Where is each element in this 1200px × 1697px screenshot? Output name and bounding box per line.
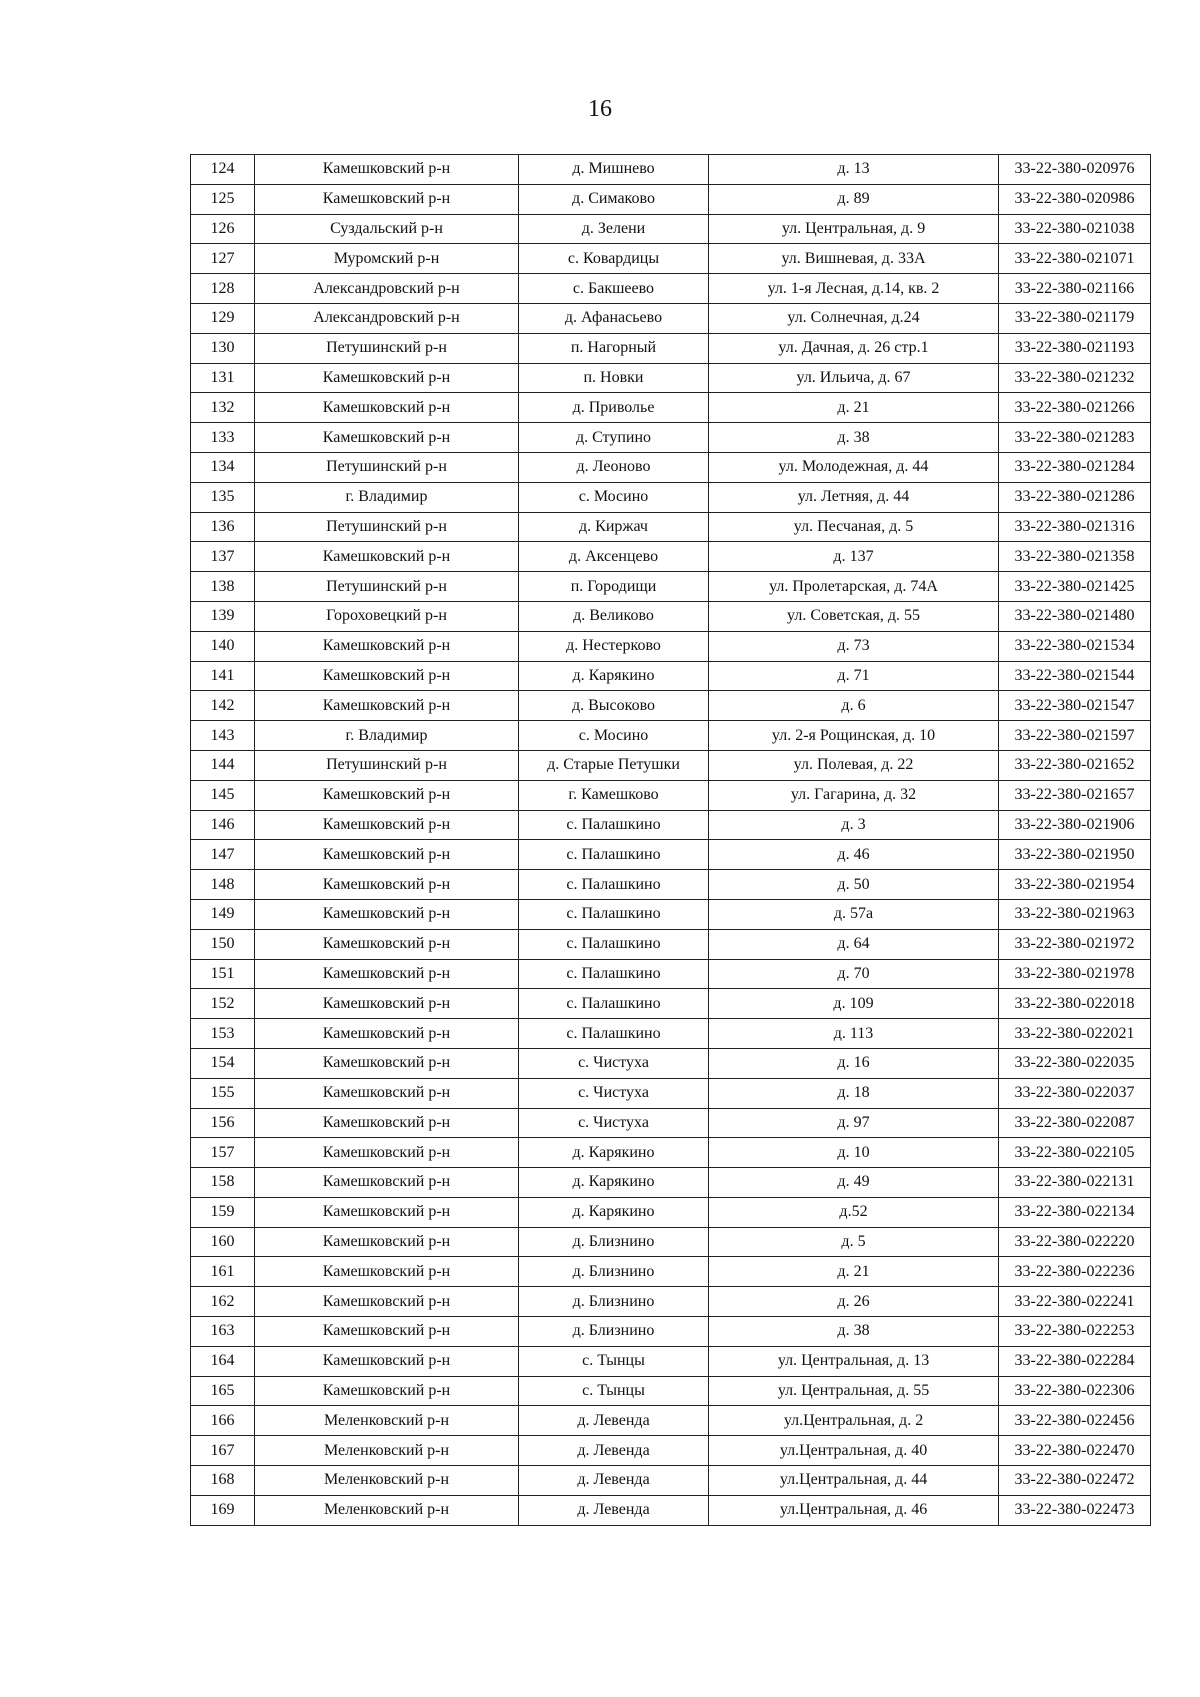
locality-cell: с. Палашкино [519, 929, 709, 959]
cadastral-code-cell: 33-22-380-021480 [999, 601, 1151, 631]
cadastral-code-cell: 33-22-380-021547 [999, 691, 1151, 721]
cadastral-code-cell: 33-22-380-021179 [999, 303, 1151, 333]
cadastral-code-cell: 33-22-380-020986 [999, 184, 1151, 214]
cadastral-code-cell: 33-22-380-022018 [999, 989, 1151, 1019]
locality-cell: д. Высоково [519, 691, 709, 721]
address-cell: ул.Центральная, д. 44 [709, 1466, 999, 1496]
district-cell: Камешковский р-н [255, 363, 519, 393]
table-row [191, 1227, 1151, 1257]
locality-cell: с. Чистуха [519, 1048, 709, 1078]
address-cell: ул. Гагарина, д. 32 [709, 780, 999, 810]
address-cell: д. 38 [709, 423, 999, 453]
row-number-cell: 126 [191, 214, 255, 244]
row-number-cell: 165 [191, 1376, 255, 1406]
locality-cell: с. Палашкино [519, 1019, 709, 1049]
district-cell: Камешковский р-н [255, 542, 519, 572]
locality-cell: п. Городищи [519, 572, 709, 602]
district-cell: Камешковский р-н [255, 1019, 519, 1049]
table-row [191, 1168, 1151, 1198]
table-row [191, 840, 1151, 870]
row-number-cell: 155 [191, 1078, 255, 1108]
district-cell: Камешковский р-н [255, 393, 519, 423]
cadastral-code-cell: 33-22-380-021284 [999, 452, 1151, 482]
table-row [191, 631, 1151, 661]
address-cell: ул. Центральная, д. 13 [709, 1346, 999, 1376]
district-cell: Камешковский р-н [255, 1227, 519, 1257]
row-number-cell: 169 [191, 1495, 255, 1525]
district-cell: Камешковский р-н [255, 1168, 519, 1198]
row-number-cell: 124 [191, 155, 255, 185]
district-cell: Камешковский р-н [255, 810, 519, 840]
row-number-cell: 127 [191, 244, 255, 274]
locality-cell: г. Камешково [519, 780, 709, 810]
table-row [191, 303, 1151, 333]
cadastral-code-cell: 33-22-380-022037 [999, 1078, 1151, 1108]
row-number-cell: 150 [191, 929, 255, 959]
address-cell: ул. Солнечная, д.24 [709, 303, 999, 333]
cadastral-code-cell: 33-22-380-022236 [999, 1257, 1151, 1287]
row-number-cell: 148 [191, 870, 255, 900]
locality-cell: д. Афанасьево [519, 303, 709, 333]
address-cell: ул. Вишневая, д. 33А [709, 244, 999, 274]
cadastral-code-cell: 33-22-380-021286 [999, 482, 1151, 512]
cadastral-code-cell: 33-22-380-022131 [999, 1168, 1151, 1198]
row-number-cell: 137 [191, 542, 255, 572]
district-cell: Меленковский р-н [255, 1466, 519, 1496]
locality-cell: д. Карякино [519, 1197, 709, 1227]
cadastral-code-cell: 33-22-380-022087 [999, 1108, 1151, 1138]
cadastral-code-cell: 33-22-380-022021 [999, 1019, 1151, 1049]
district-cell: Петушинский р-н [255, 572, 519, 602]
address-cell: д. 57а [709, 899, 999, 929]
address-cell: д. 113 [709, 1019, 999, 1049]
district-cell: Меленковский р-н [255, 1406, 519, 1436]
row-number-cell: 133 [191, 423, 255, 453]
address-cell: ул. Дачная, д. 26 стр.1 [709, 333, 999, 363]
address-cell: д. 73 [709, 631, 999, 661]
cadastral-code-cell: 33-22-380-021954 [999, 870, 1151, 900]
row-number-cell: 136 [191, 512, 255, 542]
cadastral-code-cell: 33-22-380-021193 [999, 333, 1151, 363]
district-cell: Камешковский р-н [255, 1048, 519, 1078]
locality-cell: с. Палашкино [519, 840, 709, 870]
district-cell: Камешковский р-н [255, 870, 519, 900]
district-cell: Камешковский р-н [255, 959, 519, 989]
address-cell: ул. Полевая, д. 22 [709, 750, 999, 780]
cadastral-code-cell: 33-22-380-022456 [999, 1406, 1151, 1436]
table-row [191, 1436, 1151, 1466]
cadastral-code-cell: 33-22-380-022105 [999, 1138, 1151, 1168]
district-cell: г. Владимир [255, 721, 519, 751]
address-cell: д. 10 [709, 1138, 999, 1168]
locality-cell: с. Тынцы [519, 1346, 709, 1376]
cadastral-code-cell: 33-22-380-021166 [999, 274, 1151, 304]
address-cell: д. 50 [709, 870, 999, 900]
locality-cell: д. Близнино [519, 1257, 709, 1287]
row-number-cell: 168 [191, 1466, 255, 1496]
address-cell: ул.Центральная, д. 40 [709, 1436, 999, 1466]
locality-cell: с. Мосино [519, 482, 709, 512]
district-cell: Камешковский р-н [255, 780, 519, 810]
row-number-cell: 140 [191, 631, 255, 661]
row-number-cell: 156 [191, 1108, 255, 1138]
table-row [191, 333, 1151, 363]
cadastral-code-cell: 33-22-380-022253 [999, 1317, 1151, 1347]
district-cell: Камешковский р-н [255, 1376, 519, 1406]
row-number-cell: 143 [191, 721, 255, 751]
registry-table [190, 154, 1151, 1526]
address-cell: д. 21 [709, 1257, 999, 1287]
cadastral-code-cell: 33-22-380-021038 [999, 214, 1151, 244]
district-cell: Камешковский р-н [255, 989, 519, 1019]
cadastral-code-cell: 33-22-380-021906 [999, 810, 1151, 840]
locality-cell: п. Нагорный [519, 333, 709, 363]
table-row [191, 1406, 1151, 1436]
locality-cell: д. Левенда [519, 1436, 709, 1466]
row-number-cell: 158 [191, 1168, 255, 1198]
row-number-cell: 130 [191, 333, 255, 363]
cadastral-code-cell: 33-22-380-021978 [999, 959, 1151, 989]
locality-cell: д. Карякино [519, 1168, 709, 1198]
address-cell: д. 97 [709, 1108, 999, 1138]
district-cell: Камешковский р-н [255, 929, 519, 959]
address-cell: ул. Центральная, д. 55 [709, 1376, 999, 1406]
row-number-cell: 139 [191, 601, 255, 631]
row-number-cell: 142 [191, 691, 255, 721]
row-number-cell: 159 [191, 1197, 255, 1227]
table-row [191, 1495, 1151, 1525]
locality-cell: д. Карякино [519, 1138, 709, 1168]
row-number-cell: 151 [191, 959, 255, 989]
table-row [191, 1048, 1151, 1078]
address-cell: д. 16 [709, 1048, 999, 1078]
table-row [191, 870, 1151, 900]
table-row [191, 512, 1151, 542]
locality-cell: с. Чистуха [519, 1108, 709, 1138]
address-cell: д.52 [709, 1197, 999, 1227]
cadastral-code-cell: 33-22-380-022472 [999, 1466, 1151, 1496]
table-row [191, 423, 1151, 453]
address-cell: ул. Летняя, д. 44 [709, 482, 999, 512]
locality-cell: п. Новки [519, 363, 709, 393]
locality-cell: д. Приволье [519, 393, 709, 423]
district-cell: г. Владимир [255, 482, 519, 512]
row-number-cell: 153 [191, 1019, 255, 1049]
address-cell: ул.Центральная, д. 46 [709, 1495, 999, 1525]
row-number-cell: 132 [191, 393, 255, 423]
table-row [191, 393, 1151, 423]
row-number-cell: 152 [191, 989, 255, 1019]
district-cell: Муромский р-н [255, 244, 519, 274]
locality-cell: д. Великово [519, 601, 709, 631]
district-cell: Камешковский р-н [255, 899, 519, 929]
row-number-cell: 146 [191, 810, 255, 840]
locality-cell: д. Левенда [519, 1406, 709, 1436]
cadastral-code-cell: 33-22-380-021266 [999, 393, 1151, 423]
locality-cell: с. Палашкино [519, 870, 709, 900]
address-cell: д. 5 [709, 1227, 999, 1257]
address-cell: ул. Пролетарская, д. 74А [709, 572, 999, 602]
address-cell: д. 89 [709, 184, 999, 214]
table-row [191, 691, 1151, 721]
district-cell: Камешковский р-н [255, 1197, 519, 1227]
table-row [191, 1466, 1151, 1496]
table-row [191, 929, 1151, 959]
address-cell: ул. Ильича, д. 67 [709, 363, 999, 393]
locality-cell: с. Ковардицы [519, 244, 709, 274]
table-row [191, 1257, 1151, 1287]
table-row [191, 601, 1151, 631]
locality-cell: д. Близнино [519, 1287, 709, 1317]
district-cell: Петушинский р-н [255, 512, 519, 542]
district-cell: Камешковский р-н [255, 1287, 519, 1317]
district-cell: Камешковский р-н [255, 1317, 519, 1347]
table-row [191, 542, 1151, 572]
table-row [191, 572, 1151, 602]
table-row [191, 989, 1151, 1019]
address-cell: д. 49 [709, 1168, 999, 1198]
locality-cell: д. Киржач [519, 512, 709, 542]
row-number-cell: 154 [191, 1048, 255, 1078]
row-number-cell: 147 [191, 840, 255, 870]
table-row [191, 661, 1151, 691]
locality-cell: с. Палашкино [519, 959, 709, 989]
table-row [191, 363, 1151, 393]
table-row [191, 1078, 1151, 1108]
locality-cell: с. Палашкино [519, 989, 709, 1019]
cadastral-code-cell: 33-22-380-021316 [999, 512, 1151, 542]
address-cell: ул. Советская, д. 55 [709, 601, 999, 631]
address-cell: д. 38 [709, 1317, 999, 1347]
locality-cell: д. Близнино [519, 1227, 709, 1257]
cadastral-code-cell: 33-22-380-021425 [999, 572, 1151, 602]
district-cell: Камешковский р-н [255, 1257, 519, 1287]
table-row [191, 244, 1151, 274]
table-row [191, 1108, 1151, 1138]
table-row [191, 1346, 1151, 1376]
address-cell: ул. 2-я Рощинская, д. 10 [709, 721, 999, 751]
address-cell: д. 64 [709, 929, 999, 959]
cadastral-code-cell: 33-22-380-021358 [999, 542, 1151, 572]
row-number-cell: 129 [191, 303, 255, 333]
table-row [191, 452, 1151, 482]
table-row [191, 1287, 1151, 1317]
row-number-cell: 138 [191, 572, 255, 602]
address-cell: ул. Молодежная, д. 44 [709, 452, 999, 482]
cadastral-code-cell: 33-22-380-021652 [999, 750, 1151, 780]
locality-cell: д. Левенда [519, 1466, 709, 1496]
district-cell: Гороховецкий р-н [255, 601, 519, 631]
district-cell: Камешковский р-н [255, 840, 519, 870]
address-cell: д. 70 [709, 959, 999, 989]
cadastral-code-cell: 33-22-380-021657 [999, 780, 1151, 810]
district-cell: Камешковский р-н [255, 155, 519, 185]
row-number-cell: 145 [191, 780, 255, 810]
cadastral-code-cell: 33-22-380-021534 [999, 631, 1151, 661]
cadastral-code-cell: 33-22-380-020976 [999, 155, 1151, 185]
locality-cell: д. Мишнево [519, 155, 709, 185]
table-row [191, 721, 1151, 751]
locality-cell: с. Бакшеево [519, 274, 709, 304]
registry-table-body [191, 155, 1151, 1526]
locality-cell: д. Ступино [519, 423, 709, 453]
row-number-cell: 135 [191, 482, 255, 512]
address-cell: д. 18 [709, 1078, 999, 1108]
address-cell: ул.Центральная, д. 2 [709, 1406, 999, 1436]
cadastral-code-cell: 33-22-380-021597 [999, 721, 1151, 751]
table-row [191, 1197, 1151, 1227]
table-row [191, 1317, 1151, 1347]
address-cell: д. 6 [709, 691, 999, 721]
row-number-cell: 128 [191, 274, 255, 304]
cadastral-code-cell: 33-22-380-021950 [999, 840, 1151, 870]
locality-cell: с. Тынцы [519, 1376, 709, 1406]
district-cell: Камешковский р-н [255, 1138, 519, 1168]
locality-cell: д. Нестерково [519, 631, 709, 661]
locality-cell: д. Леоново [519, 452, 709, 482]
district-cell: Петушинский р-н [255, 452, 519, 482]
page-number: 16 [588, 96, 612, 122]
locality-cell: д. Зелени [519, 214, 709, 244]
cadastral-code-cell: 33-22-380-021972 [999, 929, 1151, 959]
address-cell: ул. Центральная, д. 9 [709, 214, 999, 244]
row-number-cell: 141 [191, 661, 255, 691]
row-number-cell: 161 [191, 1257, 255, 1287]
district-cell: Меленковский р-н [255, 1436, 519, 1466]
row-number-cell: 163 [191, 1317, 255, 1347]
table-row [191, 155, 1151, 185]
locality-cell: с. Мосино [519, 721, 709, 751]
locality-cell: с. Палашкино [519, 810, 709, 840]
table-row [191, 959, 1151, 989]
address-cell: д. 3 [709, 810, 999, 840]
cadastral-code-cell: 33-22-380-022220 [999, 1227, 1151, 1257]
district-cell: Камешковский р-н [255, 184, 519, 214]
district-cell: Камешковский р-н [255, 631, 519, 661]
row-number-cell: 134 [191, 452, 255, 482]
locality-cell: с. Палашкино [519, 899, 709, 929]
address-cell: д. 26 [709, 1287, 999, 1317]
address-cell: д. 109 [709, 989, 999, 1019]
cadastral-code-cell: 33-22-380-021071 [999, 244, 1151, 274]
district-cell: Александровский р-н [255, 274, 519, 304]
address-cell: д. 13 [709, 155, 999, 185]
row-number-cell: 131 [191, 363, 255, 393]
locality-cell: д. Симаково [519, 184, 709, 214]
cadastral-code-cell: 33-22-380-022134 [999, 1197, 1151, 1227]
locality-cell: д. Близнино [519, 1317, 709, 1347]
district-cell: Камешковский р-н [255, 661, 519, 691]
row-number-cell: 160 [191, 1227, 255, 1257]
row-number-cell: 125 [191, 184, 255, 214]
district-cell: Суздальский р-н [255, 214, 519, 244]
row-number-cell: 144 [191, 750, 255, 780]
locality-cell: д. Карякино [519, 661, 709, 691]
district-cell: Петушинский р-н [255, 333, 519, 363]
locality-cell: д. Старые Петушки [519, 750, 709, 780]
cadastral-code-cell: 33-22-380-022241 [999, 1287, 1151, 1317]
row-number-cell: 157 [191, 1138, 255, 1168]
table-row [191, 214, 1151, 244]
table-row [191, 750, 1151, 780]
cadastral-code-cell: 33-22-380-021544 [999, 661, 1151, 691]
table-row [191, 1019, 1151, 1049]
district-cell: Меленковский р-н [255, 1495, 519, 1525]
cadastral-code-cell: 33-22-380-022470 [999, 1436, 1151, 1466]
cadastral-code-cell: 33-22-380-021963 [999, 899, 1151, 929]
row-number-cell: 166 [191, 1406, 255, 1436]
row-number-cell: 164 [191, 1346, 255, 1376]
locality-cell: д. Аксенцево [519, 542, 709, 572]
cadastral-code-cell: 33-22-380-021232 [999, 363, 1151, 393]
address-cell: д. 21 [709, 393, 999, 423]
address-cell: ул. Песчаная, д. 5 [709, 512, 999, 542]
table-row [191, 184, 1151, 214]
table-row [191, 1138, 1151, 1168]
table-row [191, 1376, 1151, 1406]
row-number-cell: 162 [191, 1287, 255, 1317]
cadastral-code-cell: 33-22-380-022035 [999, 1048, 1151, 1078]
cadastral-code-cell: 33-22-380-021283 [999, 423, 1151, 453]
district-cell: Камешковский р-н [255, 1108, 519, 1138]
table-row [191, 780, 1151, 810]
address-cell: д. 137 [709, 542, 999, 572]
district-cell: Петушинский р-н [255, 750, 519, 780]
row-number-cell: 149 [191, 899, 255, 929]
locality-cell: д. Левенда [519, 1495, 709, 1525]
district-cell: Камешковский р-н [255, 423, 519, 453]
table-row [191, 274, 1151, 304]
address-cell: ул. 1-я Лесная, д.14, кв. 2 [709, 274, 999, 304]
district-cell: Камешковский р-н [255, 1346, 519, 1376]
address-cell: д. 71 [709, 661, 999, 691]
district-cell: Александровский р-н [255, 303, 519, 333]
address-cell: д. 46 [709, 840, 999, 870]
cadastral-code-cell: 33-22-380-022473 [999, 1495, 1151, 1525]
locality-cell: с. Чистуха [519, 1078, 709, 1108]
row-number-cell: 167 [191, 1436, 255, 1466]
table-row [191, 482, 1151, 512]
table-row [191, 899, 1151, 929]
cadastral-code-cell: 33-22-380-022284 [999, 1346, 1151, 1376]
district-cell: Камешковский р-н [255, 1078, 519, 1108]
table-row [191, 810, 1151, 840]
district-cell: Камешковский р-н [255, 691, 519, 721]
cadastral-code-cell: 33-22-380-022306 [999, 1376, 1151, 1406]
